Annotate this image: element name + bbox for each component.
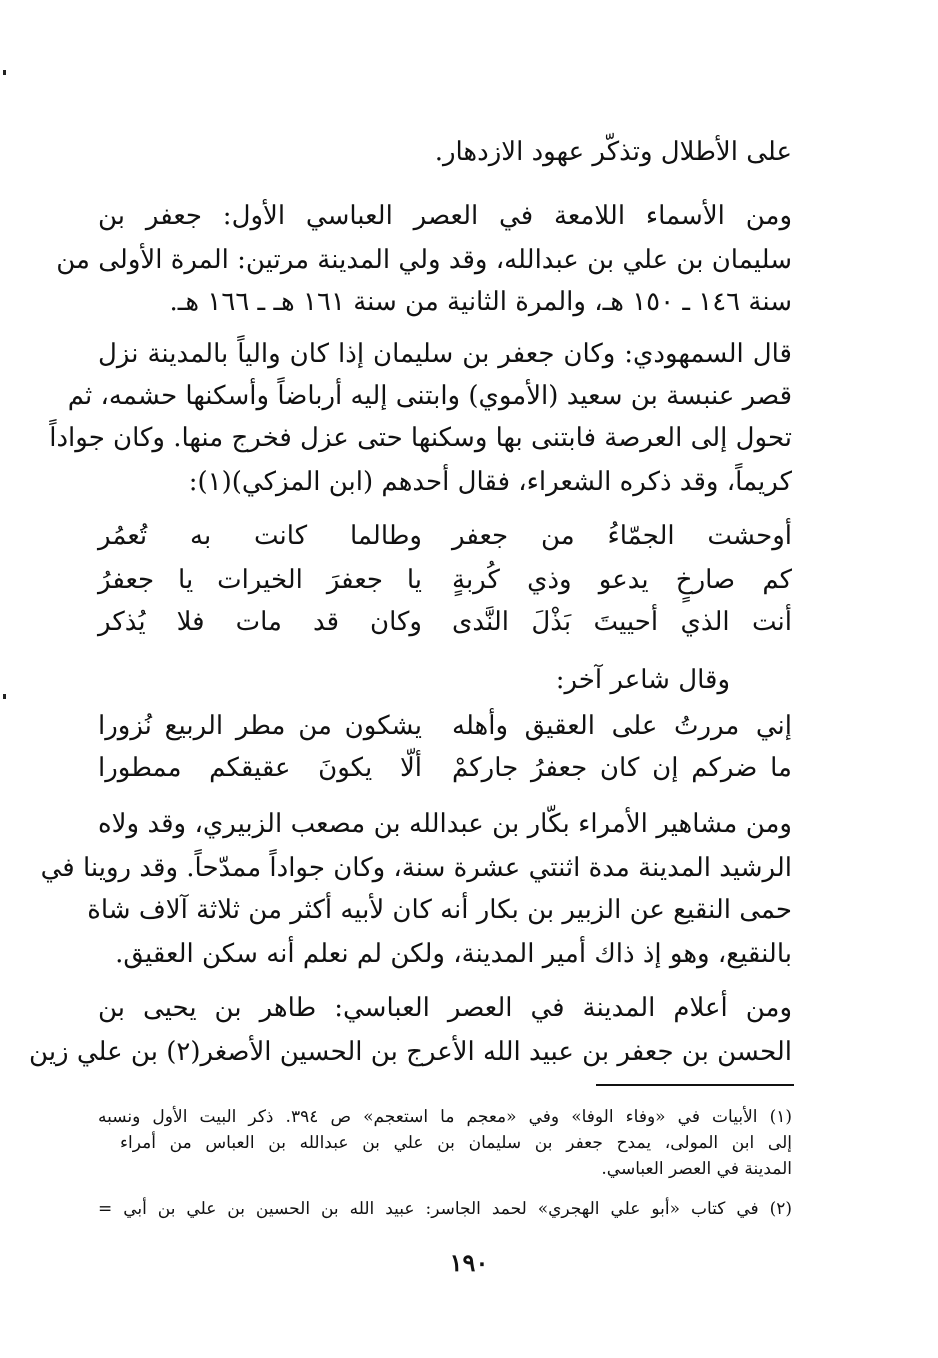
para5-line-1: ومن أعلام المدينة في العصر العباسي: طاهر بن يحيى بن [98, 993, 792, 1023]
poem1-verse-3-first: أنت الذي أحييتَ بَذْلَ النَّدى [452, 607, 792, 637]
para3-line-3: تحول إلى العرصة فابتنى بها وسكنها حتى عزل فخرج منها. وكان جواداً [49, 423, 792, 453]
para4-line-1: ومن مشاهير الأمراء بكّار بن عبدالله بن مصعب الزبيري، وقد ولاه [98, 809, 792, 839]
para4-line-2: الرشيد المدينة مدة اثنتي عشرة سنة، وكان جواداً ممدّحاً. وقد روينا في [40, 853, 792, 883]
scan-mark-middle [3, 694, 6, 699]
page-number: ١٩٠ [449, 1248, 489, 1277]
poem2-intro: وقال شاعر آخر: [555, 665, 730, 695]
poem1-verse-3-second: وكان قد مات فلا يُذكر [98, 607, 422, 637]
para2-line-2: سليمان بن علي بن عبدالله، وقد ولي المدينة مرتين: المرة الأولى من [56, 245, 792, 275]
poem1-verse-1-first: أوحشت الجمّاءُ من جعفر [452, 521, 792, 551]
scan-mark-top [3, 70, 6, 75]
poem1-verse-2-second: يا جعفرَ الخيرات يا جعفرُ [98, 565, 422, 595]
para1-line-1: على الأطلال وتذكّر عهود الازدهار. [434, 137, 792, 167]
para3-line-2: قصر عنبسة بن سعيد (الأموي) وابتنى إليه أرباضاً وأسكنها حشمه، ثم [67, 381, 792, 411]
para4-line-4: بالنقيع، وهو إذ ذاك أمير المدينة، ولكن لم نعلم أنه سكن العقيق. [115, 939, 792, 969]
para4-line-3: حمى النقيع عن الزبير بن بكار أنه كان لأبيه أكثر من ثلاثة آلاف شاة [87, 895, 792, 925]
para3-line-4: كريماً، وقد ذكره الشعراء، فقال أحدهم (ابن المزكي)(١): [188, 467, 792, 497]
footnote-1-line-3: المدينة في العصر العباسي. [601, 1159, 792, 1179]
footnote-1-line-2: إلى ابن المولى، يمدح جعفر بن سليمان بن علي بن عبدالله بن العباس من أمراء [120, 1133, 792, 1153]
para5-line-2: الحسن بن جعفر بن عبيد الله الأعرج بن الحسين الأصغر(٢) بن علي زين [29, 1037, 792, 1067]
poem2-verse-2-second: ألّا يكونَ عقيقكم ممطورا [98, 753, 422, 783]
footnote-2-line-1: (٢) في كتاب «أبو علي الهجري» لحمد الجاسر: عبيد الله بن الحسين بن علي بن أبي = [98, 1199, 792, 1219]
footnote-separator [596, 1084, 794, 1086]
para3-line-1: قال السمهودي: وكان جعفر بن سليمان إذا كان والياً بالمدينة نزل [98, 339, 792, 369]
footnote-1-line-1: (١) الأبيات في «وفاء الوفا» وفي «معجم ما استعجم» ص ٣٩٤. ذكر البيت الأول ونسبه [98, 1107, 792, 1127]
poem1-verse-1-second: وطالما كانت به تُعمُر [98, 521, 422, 551]
poem1-verse-2-first: كم صارخٍ يدعو وذي كُربةٍ [452, 565, 792, 595]
poem2-verse-2-first: ما ضركم إن كان جعفرُ جاركمْ [452, 753, 792, 783]
poem2-verse-1-first: إني مررتُ على العقيق وأهله [452, 711, 792, 741]
para2-line-1: ومن الأسماء اللامعة في العصر العباسي الأول: جعفر بن [98, 201, 792, 231]
poem2-verse-1-second: يشكون من مطر الربيع نُزورا [98, 711, 422, 741]
para2-line-3: سنة ١٤٦ ـ ١٥٠ هـ، والمرة الثانية من سنة ١٦١ هـ ـ ١٦٦ هـ. [169, 287, 792, 317]
